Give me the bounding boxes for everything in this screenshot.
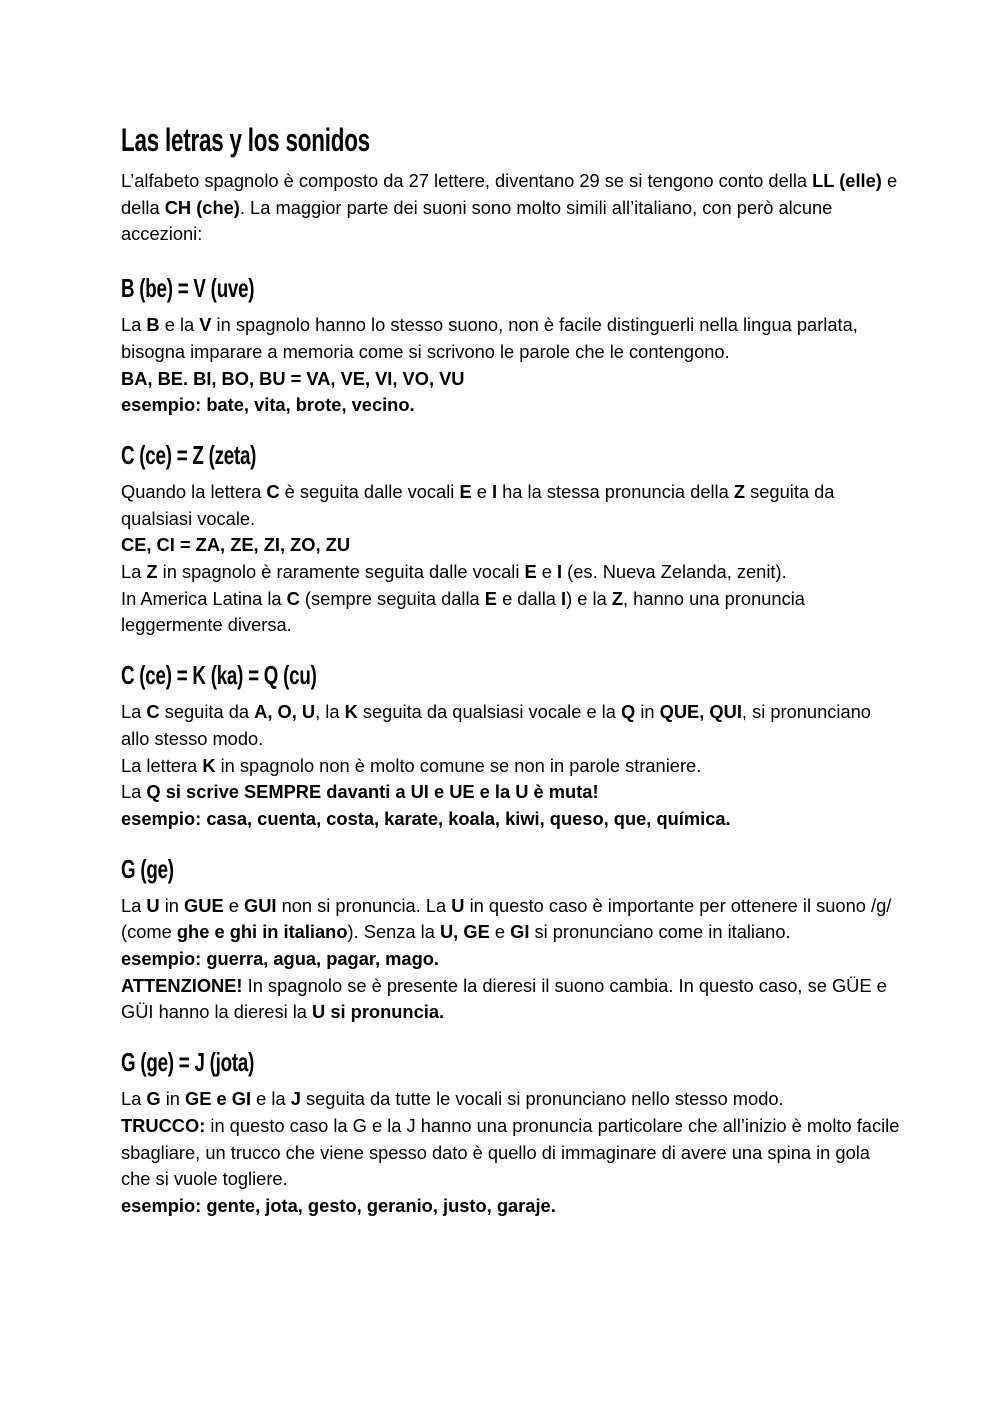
section-heading: G (ge) = J (jota) [121,1047,255,1078]
bold-text-run: esempio: bate, vita, brote, vecino. [121,394,415,416]
text-run: in questo caso la G e la J hanno una pronuncia particolare che all’inizio è molto facile sbagliare, un trucco che viene spesso dato è quello di immaginare di avere una spina in gola che si vuole togliere. [121,1114,900,1190]
text-run: (sempre seguita dalla [299,587,485,609]
bold-text-run: CH (che) [164,196,240,218]
text-run: ). Senza la [347,921,440,943]
bold-text-run: V [199,314,212,336]
text-run: , si pronunciano allo stesso modo. [121,701,871,749]
example-paragraph [121,392,901,419]
text-run: in questo caso è importante per ottenere il suono /g/ (come [121,894,892,943]
bold-text-run: GUI [243,894,277,916]
text-run: In America Latina la [121,587,287,609]
text-run: La [121,894,147,916]
bold-text-run: BA, BE. BI, BO, BU = VA, VE, VI, VO, VU [121,367,465,389]
bold-text-run: GI [510,921,530,943]
bold-text-run: C [266,480,280,502]
text-run: e [536,561,557,583]
text-run: seguita da tutte le vocali si pronunciano nello stesso modo. [300,1088,784,1110]
text-run: e [223,894,244,916]
text-run: La [121,561,147,583]
bold-text-run: Z [611,587,624,609]
text-run: La [121,781,147,803]
text-run: e la [159,314,200,336]
text-run: in spagnolo è raramente seguita dalle vocali [157,561,525,583]
paragraph [121,366,901,393]
text-run: in [159,894,185,916]
text-run: Quando la lettera [121,480,267,502]
section-g-j [121,1044,901,1220]
example-paragraph [121,1193,901,1220]
text-run: , la [315,701,345,723]
bold-text-run: C [146,701,160,723]
bold-text-run: U, GE [439,921,490,943]
intro-paragraph [121,168,901,248]
bold-text-run: U [451,894,465,916]
bold-text-run: I [561,587,567,609]
intro-section [121,168,901,248]
paragraph [121,893,901,946]
bold-text-run: Q si scrive SEMPRE davanti a UI e UE e la U è muta! [146,781,599,803]
text-run: . La maggior parte dei suoni sono molto simili all’italiano, con però alcune accezioni: [121,196,833,245]
text-run: e la [251,1088,291,1110]
bold-text-run: U si pronuncia. [312,1001,445,1023]
text-run: e dalla [496,587,562,609]
bold-text-run: Q [621,701,636,723]
text-run: seguita da qualsiasi vocale e la [357,701,621,723]
bold-text-run: E [524,561,537,583]
paragraph [121,312,901,365]
bold-text-run: C [286,587,300,609]
bold-text-run: K [202,754,216,776]
text-run: seguita da qualsiasi vocale. [121,480,835,529]
bold-text-run: U [146,894,160,916]
bold-text-run: ATTENZIONE! [121,974,243,996]
bold-text-run: A, O, U [254,701,316,723]
paragraph [121,1113,901,1193]
text-run: La lettera [121,754,203,776]
paragraph [121,559,901,586]
bold-text-run: QUE, QUI [659,701,742,723]
text-run: In spagnolo se è presente la dieresi il suono cambia. In questo caso, se GÜE e GÜI hanno la dieresi la [121,974,887,1023]
text-run: , hanno una pronuncia leggermente diversa. [121,587,805,636]
text-run: in [635,701,660,723]
text-run: ha la stessa pronuncia della [497,480,734,502]
text-run: in spagnolo non è molto comune se non in parole straniere. [215,754,702,776]
section-c-k-q [121,657,901,833]
bold-text-run: GUE [184,894,224,916]
bold-text-run: I [491,480,498,502]
document-title: Las letras y los sonidos [121,122,370,158]
text-run: La [121,701,147,723]
bold-text-run: B [146,314,160,336]
bold-text-run: esempio: guerra, agua, pagar, mago. [121,948,439,970]
section-c-z [121,437,901,639]
bold-text-run: G [146,1088,161,1110]
section-heading: C (ce) = K (ka) = Q (cu) [121,660,317,691]
bold-text-run: ghe e ghi in italiano [176,921,348,943]
paragraph [121,973,901,1026]
text-run: in spagnolo hanno lo stesso suono, non è facile distinguerli nella lingua parlata, bisogna imparare a memoria come si scrivono le parole che le contengono. [121,314,858,362]
text-run: in [160,1088,186,1110]
text-run: e della [121,170,898,218]
section-heading: B (be) = V (uve) [121,273,255,304]
bold-text-run: E [484,587,497,609]
bold-text-run: esempio: gente, jota, gesto, geranio, justo, garaje. [121,1194,556,1216]
bold-text-run: K [344,701,358,723]
text-run: La [121,314,147,336]
bold-text-run: LL (elle) [812,170,882,191]
bold-text-run: Z [146,561,158,583]
example-paragraph [121,946,901,973]
document-page [121,118,901,1238]
text-run: ) e la [566,587,612,609]
example-paragraph [121,806,901,833]
paragraph [121,1086,901,1113]
bold-text-run: J [290,1088,301,1110]
bold-text-run: Z [733,480,746,502]
paragraph [121,586,901,639]
paragraph [121,779,901,806]
text-run: L’alfabeto spagnolo è composto da 27 lettere, diventano 29 se si tengono conto della [121,170,813,191]
text-run: La [121,1088,147,1110]
paragraph [121,532,901,559]
paragraph [121,479,901,532]
text-run: è seguita dalle vocali [279,480,460,502]
section-heading: G (ge) [121,853,174,884]
text-run: si pronunciano come in italiano. [529,921,791,943]
bold-text-run: GE e GI [185,1088,252,1110]
section-b-v [121,270,901,419]
paragraph [121,699,901,752]
text-run: seguita da [159,701,255,723]
paragraph [121,753,901,780]
text-run: e [471,480,492,502]
bold-text-run: TRUCCO: [121,1114,206,1136]
bold-text-run: esempio: casa, cuenta, costa, karate, koala, kiwi, queso, que, química. [121,807,731,829]
bold-text-run: E [459,480,472,502]
section-g [121,851,901,1027]
text-run: (es. Nueva Zelanda, zenit). [562,561,787,583]
text-run: e [489,921,511,943]
bold-text-run: CE, CI = ZA, ZE, ZI, ZO, ZU [121,534,351,556]
text-run: non si pronuncia. La [276,894,452,916]
section-heading: C (ce) = Z (zeta) [121,439,257,470]
bold-text-run: I [557,561,563,583]
